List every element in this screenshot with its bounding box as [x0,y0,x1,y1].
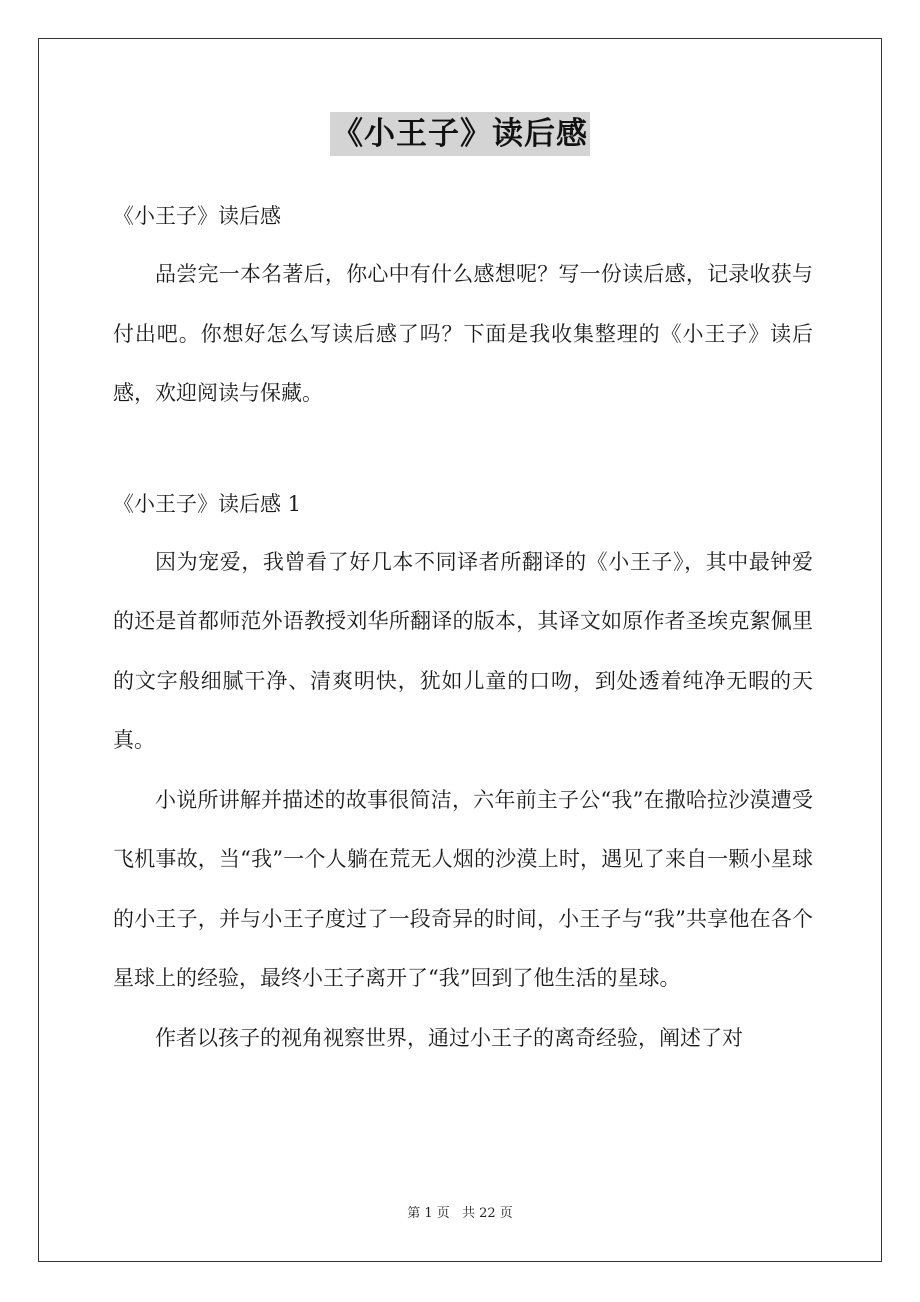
spacer [113,424,813,482]
page-number: 第 1 页 [407,1206,450,1221]
page-total: 共 22 页 [461,1206,513,1221]
document-body [113,194,813,1068]
body-paragraph: 作者以孩子的视角视察世界，通过小王子的离奇经验，阐述了对 [155,1025,743,1050]
document-title: 《小王子》读后感 [330,112,590,156]
page-footer [0,1204,920,1224]
document-subtitle: 《小王子》读后感 [113,204,281,228]
intro-paragraph: 品尝完一本名著后，你心中有什么感想呢？写一份读后感，记录收获与付出吧。你想好怎么写读后感了吗？下面是我收集整理的《小王子》读后感，欢迎阅读与保藏。 [113,262,813,405]
body-paragraph: 小说所讲解并描述的故事很简洁，六年前主子公“我”在撒哈拉沙漠遭受飞机事故，当“我”一个人躺在荒无人烟的沙漠上时，遇见了来自一颗小星球的小王子，并与小王子度过了一段奇异的时间，小王子与“我”共享他在各个星球上的经验，最终小王子离开了“我”回到了他生活的星球。 [113,787,813,990]
title-container [0,112,920,156]
body-paragraph: 因为宠爱，我曾看了好几本不同译者所翻译的《小王子》，其中最钟爱的还是首都师范外语教授刘华所翻译的版本，其译文如原作者圣埃克絮佩里的文字般细腻干净、清爽明快，犹如儿童的口吻，到处透着纯净无暇的天真。 [113,549,813,752]
section-heading: 《小王子》读后感 1 [113,491,302,516]
